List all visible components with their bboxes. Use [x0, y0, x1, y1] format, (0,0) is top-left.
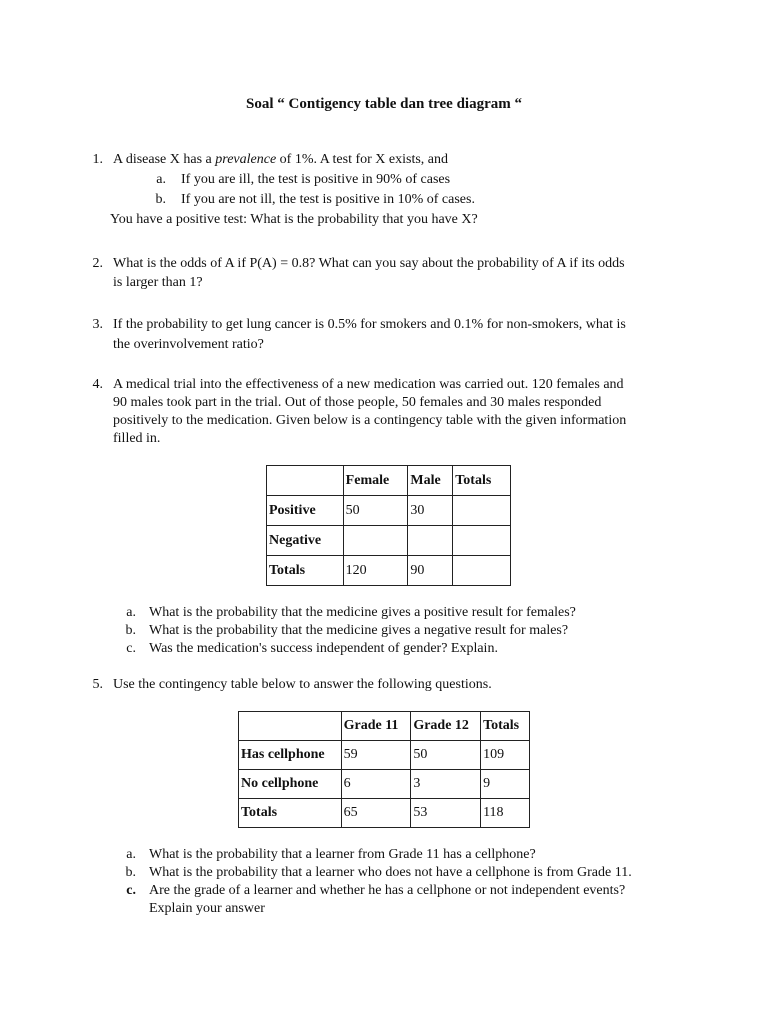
- q4-line: filled in.: [113, 431, 161, 446]
- table-cell: 6: [341, 770, 411, 799]
- q4-line: positively to the medication. Given below is a contingency table with the given information: [113, 413, 627, 428]
- q1-intro: [113, 151, 448, 169]
- row-header: Positive: [267, 496, 344, 526]
- q5-intro: Use the contingency table below to answer the following questions.: [113, 677, 492, 692]
- table-cell: 9: [481, 770, 530, 799]
- q4-line: 90 males took part in the trial. Out of those people, 50 females and 30 males responded: [113, 395, 602, 410]
- table-row: [239, 799, 530, 828]
- medication-contingency-table: [266, 465, 511, 586]
- q5-sub-letter: a.: [126, 847, 136, 862]
- q5-sub-text-continued: Explain your answer: [149, 901, 265, 916]
- q3-number: 3.: [92, 317, 103, 332]
- q4-sub-text: What is the probability that the medicine gives a negative result for males?: [149, 623, 569, 638]
- q4-number: 4.: [92, 377, 103, 392]
- column-header: Male: [408, 466, 453, 496]
- q4-sub-letter: b.: [125, 623, 136, 638]
- table-cell: 59: [341, 741, 411, 770]
- q1-intro-b: of 1%. A test for X exists, and: [276, 152, 449, 167]
- q4-sub-letter: a.: [126, 605, 136, 620]
- table-header-row: [239, 712, 530, 741]
- q5-sub-text: What is the probability that a learner from Grade 11 has a cellphone?: [149, 847, 536, 862]
- table-row: [267, 526, 511, 556]
- q5-sub-letter: b.: [125, 865, 136, 880]
- column-header: Totals: [453, 466, 511, 496]
- column-header: Grade 11: [341, 712, 411, 741]
- table-corner-cell: [239, 712, 342, 741]
- q1-sub-letter: a.: [156, 172, 166, 187]
- table-corner-cell: [267, 466, 344, 496]
- page-title: Soal “ Contigency table dan tree diagram “: [246, 96, 522, 112]
- row-header: Totals: [267, 556, 344, 586]
- q4-sub-text: What is the probability that the medicine gives a positive result for females?: [149, 605, 576, 620]
- table-cell: 120: [343, 556, 408, 586]
- table-cell: 90: [408, 556, 453, 586]
- q5-sub-letter: c.: [126, 883, 136, 898]
- column-header: Grade 12: [411, 712, 481, 741]
- q4-sub-text: Was the medication's success independent of gender? Explain.: [149, 641, 498, 656]
- table-row: [267, 556, 511, 586]
- q4-line: A medical trial into the effectiveness of a new medication was carried out. 120 females and: [113, 377, 624, 392]
- q2-number: 2.: [92, 256, 103, 271]
- table-row: [267, 496, 511, 526]
- q2-line: is larger than 1?: [113, 275, 203, 290]
- q1-intro-a: A disease X has a: [113, 152, 216, 167]
- row-header: Totals: [239, 799, 342, 828]
- q1-sub-text: If you are not ill, the test is positive in 10% of cases.: [181, 192, 475, 207]
- table-row: [239, 741, 530, 770]
- row-header: Has cellphone: [239, 741, 342, 770]
- q5-sub-text: What is the probability that a learner who does not have a cellphone is from Grade 11.: [149, 865, 632, 880]
- table-header-row: [267, 466, 511, 496]
- q4-sub-letter: c.: [126, 641, 136, 656]
- table-cell: 30: [408, 496, 453, 526]
- row-header: Negative: [267, 526, 344, 556]
- column-header: Totals: [481, 712, 530, 741]
- table-cell: [453, 556, 511, 586]
- table-cell: [343, 526, 408, 556]
- q1-sub-letter: b.: [155, 192, 166, 207]
- table-cell: 118: [481, 799, 530, 828]
- column-header: Female: [343, 466, 408, 496]
- q3-line: the overinvolvement ratio?: [113, 337, 264, 352]
- table-cell: 3: [411, 770, 481, 799]
- q1-intro-em: prevalence: [215, 152, 277, 167]
- q5-sub-text: Are the grade of a learner and whether he has a cellphone or not independent events?: [149, 883, 626, 898]
- q1-number: 1.: [92, 152, 103, 167]
- table-cell: 109: [481, 741, 530, 770]
- q1-question: You have a positive test: What is the probability that you have X?: [110, 212, 478, 227]
- table-cell: [453, 526, 511, 556]
- q2-line: What is the odds of A if P(A) = 0.8? What can you say about the probability of A if its odds: [113, 256, 625, 271]
- cellphone-contingency-table: [238, 711, 530, 828]
- table-cell: 65: [341, 799, 411, 828]
- table-cell: [408, 526, 453, 556]
- table-cell: 53: [411, 799, 481, 828]
- q3-line: If the probability to get lung cancer is 0.5% for smokers and 0.1% for non-smokers, what is: [113, 317, 626, 332]
- row-header: No cellphone: [239, 770, 342, 799]
- q5-number: 5.: [92, 677, 103, 692]
- table-cell: 50: [343, 496, 408, 526]
- table-cell: [453, 496, 511, 526]
- table-row: [239, 770, 530, 799]
- q1-sub-text: If you are ill, the test is positive in 90% of cases: [181, 172, 451, 187]
- table-cell: 50: [411, 741, 481, 770]
